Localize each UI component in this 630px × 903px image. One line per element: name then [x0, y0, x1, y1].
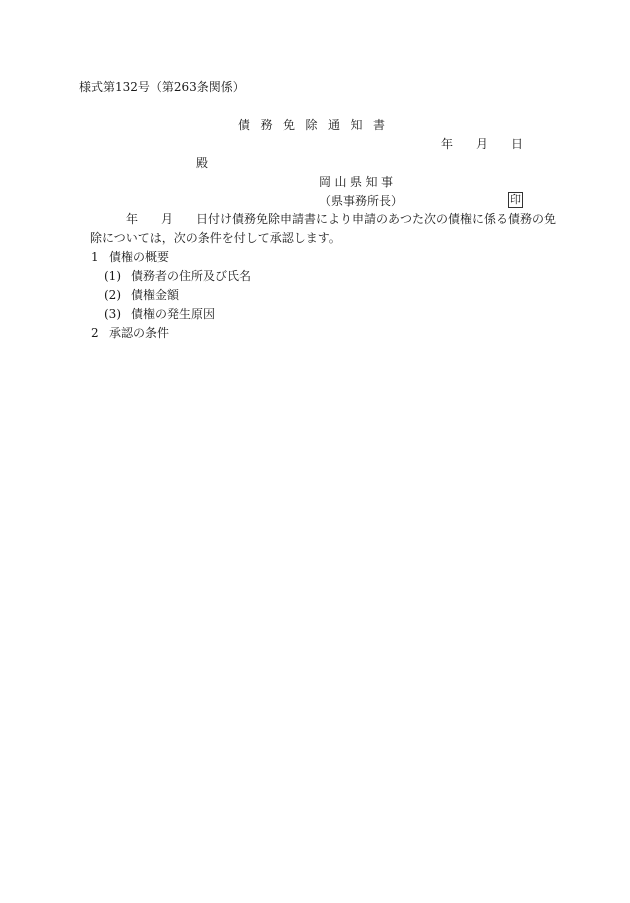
date-year: 年	[441, 137, 454, 151]
item-label: 債権金額	[131, 288, 180, 302]
date-month: 月	[476, 137, 489, 151]
date-day: 日	[511, 137, 524, 151]
list-item	[104, 308, 215, 320]
issuer-subtitle: （県事務所長）	[319, 194, 404, 208]
item-number: (1)	[104, 269, 121, 283]
addressee-suffix: 殿	[196, 156, 209, 170]
body-paragraph-line-1	[126, 213, 556, 225]
section-label: 承認の条件	[109, 326, 170, 340]
issuer-name: 岡山県知事	[319, 175, 397, 189]
document-title: 債務免除通知書	[238, 118, 396, 132]
list-item	[104, 270, 251, 282]
section-number: 2	[91, 326, 99, 340]
list-item	[104, 289, 179, 301]
seal-stamp-box: 印	[510, 193, 521, 206]
item-number: (2)	[104, 288, 121, 302]
body-line1-text: 日付け債務免除申請書により申請のあつた次の債権に係る債務の免	[196, 212, 557, 226]
body-paragraph-line-2: 除については，次の条件を付して承認します。	[90, 231, 341, 245]
item-number: (3)	[104, 307, 121, 321]
form-number-label: 様式第132号（第263条関係）	[79, 80, 245, 94]
body-month: 月	[161, 212, 174, 226]
section-heading	[91, 327, 169, 339]
section-heading	[91, 251, 169, 263]
item-label: 債権の発生原因	[131, 307, 216, 321]
section-number: 1	[91, 250, 99, 264]
item-label: 債務者の住所及び氏名	[131, 269, 252, 283]
section-label: 債権の概要	[109, 250, 170, 264]
date-line	[441, 138, 523, 150]
body-year: 年	[126, 212, 139, 226]
